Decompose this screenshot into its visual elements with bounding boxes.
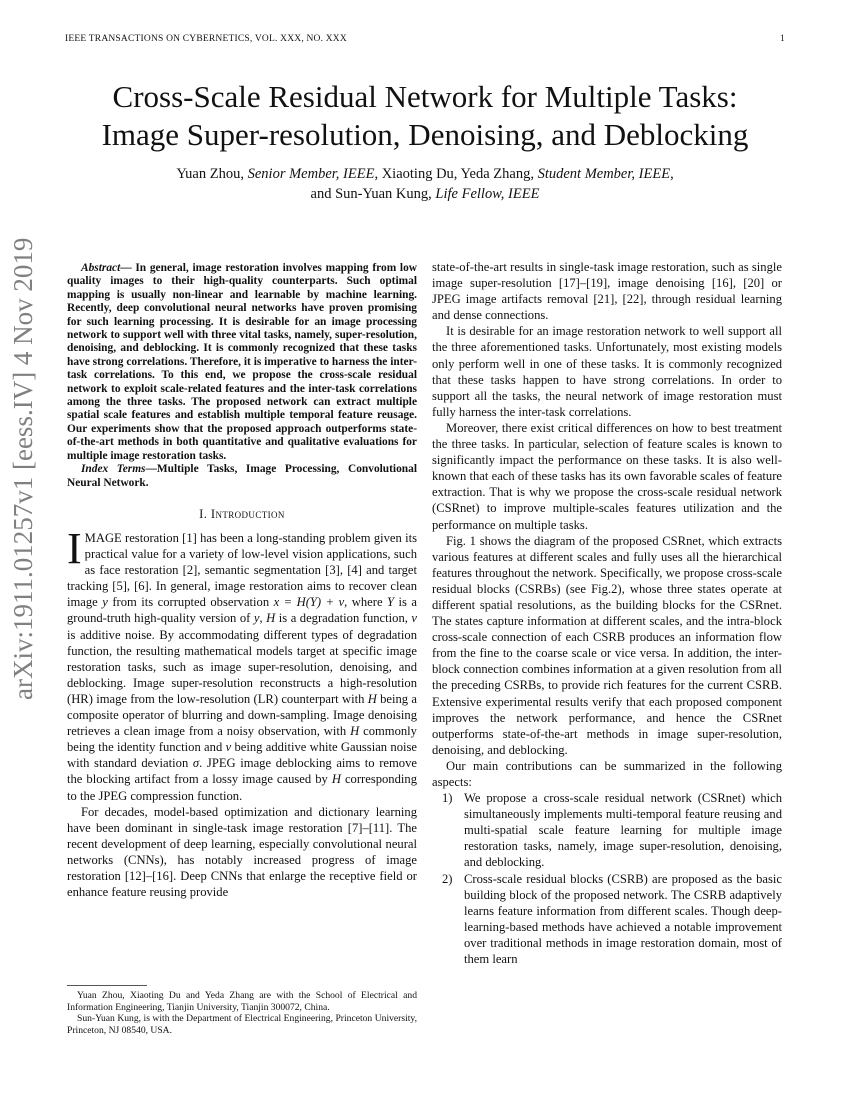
text-run: being additive white Gaussian noise with standard deviation <box>67 740 417 771</box>
text-run: is a ground-truth high-quality version of <box>67 595 417 626</box>
paragraph: Moreover, there exist critical differences on how to best treatment the three tasks. In particular, selection of feature scales is known to significantly impact the performance on these tasks. It is also well-known that each of these tasks has its own favorable scales of feature extraction. That is why we propose the cross-scale residual network (CSRnet) to improve multiple-scales features utilization and the performance on multiple tasks. <box>432 420 782 532</box>
title-line-1: Cross-Scale Residual Network for Multiple Tasks: <box>112 79 738 114</box>
math-var: σ <box>192 756 200 771</box>
drop-cap: I <box>67 524 82 573</box>
left-column <box>67 262 417 900</box>
author-list <box>40 164 810 204</box>
abstract-label: Abstract <box>81 262 121 274</box>
index-terms-label: Index Terms <box>81 463 146 476</box>
list-text: Cross-scale residual blocks (CSRB) are proposed as the basic building block of the proposed network. The CSRB adaptively learns feature information from different scales. Though deep-learning-based methods have achieved a notable improvement over traditional methods in image restoration domain, most of them learn <box>464 871 782 967</box>
list-text: We propose a cross-scale residual network (CSRnet) which simultaneously implements multi-temporal feature reusing and multi-spatial scale feature learning for multiple image restoration tasks, namely, image super-resolution, denoising, and deblocking. <box>464 791 782 870</box>
paragraph: state-of-the-art results in single-task image restoration, such as single image super-resolution [17]–[19], image denoising [16], [20] or JPEG image artifacts removal [21], [22], through residual learning and dense connections. <box>432 260 782 323</box>
author-role: Student Member, IEEE <box>537 166 671 182</box>
paragraph: Fig. 1 shows the diagram of the proposed CSRnet, which extracts various features at different scales and fully uses all the hierarchical features throughout the network. Specifically, we propose cross-scale residual blocks (CSRBs) (see Fig.2), whose three states operate at different spatial resolutions, as the building blocks for the CSRnet. The states capture information at different scales, and the intra-block cross-scale connection of each CSRB produces an information flow from the fine to the coarse scale or vice versa. In addition, the inter-block connection combines information at a given resolution from all the preceding CSRBs, to provide rich features for the current CSRB. Extensive experimental results verify that each proposed component improves the network performance, and hence the CSRnet outperforms state-of-the-art methods in image super-resolution, denoising, and deblocking. <box>432 533 782 757</box>
arxiv-stamp: arXiv:1911.01257v1 [eess.IV] 4 Nov 2019 <box>8 237 38 700</box>
index-terms <box>67 463 417 490</box>
text-run: is additive noise. By accommodating different types of degradation function, the resulting mathematical models target at specific image restoration tasks, such as image super-resolution, denoising, and deblocking. Image super-resolution reconstructs a high-resolution (HR) image from the low-resolution (LR) counterpart with <box>67 627 417 706</box>
footnote: Yuan Zhou, Xiaoting Du and Yeda Zhang are with the School of Electrical and Information Engineering, Tianjin University, Tianjin 300072, China. <box>67 990 417 1013</box>
author-role: Senior Member, IEEE <box>247 166 375 182</box>
footnote: Sun-Yuan Kung, is with the Department of Electrical Engineering, Princeton University, Princeton, NJ 08540, USA. <box>67 1013 417 1036</box>
abstract-text: — In general, image restoration involves mapping from low quality images to their high-quality counterparts. Such optimal mapping is usually non-linear and learnable by machine learning. Recently, deep convolutional neural networks have proven promising for such learning processing. It is desirable for an image processing network to support well with three vital tasks, namely, super-resolution, denoising, and deblocking. It is commonly recognized that these tasks have strong correlations. Therefore, it is imperative to harness the inter-task correlations. To this end, we propose the cross-scale residual network to exploit scale-related features and the inter-task correlations among the three tasks. The proposed network can extract multiple spatial scale features and establish multiple temporal feature reusage. Our experiments show that the proposed approach outperforms state-of-the-art methods in both quantitative and qualitative evaluations for multiple image restoration tasks. <box>67 262 417 462</box>
paper-title <box>40 78 810 154</box>
text-run: , where <box>344 595 388 610</box>
math-var: Y <box>387 595 395 610</box>
index-terms-text: —Multiple Tasks, Image Processing, Convolutional Neural Network. <box>67 463 417 489</box>
text-run: commonly being the identity function and <box>67 724 417 755</box>
right-column <box>432 259 782 967</box>
section-title: Introduction <box>210 506 285 521</box>
author-role: Life Fellow, IEEE <box>435 186 540 202</box>
text-run: MAGE restoration [1] has been a long-standing problem given its practical value for a variety of low-level vision applications, such as face restoration [2], semantic segmentation [3], [4] and target tracking [5], [6]. In general, image restoration aims to recover clean image <box>67 531 417 610</box>
math-var: H <box>266 611 276 626</box>
author-line-2 <box>40 184 810 204</box>
text-run: , <box>259 611 267 626</box>
author-name: Yuan Zhou, <box>176 166 248 182</box>
list-number: 1) <box>442 791 453 806</box>
author-name: , Xiaoting Du, Yeda Zhang, <box>374 166 538 182</box>
intro-paragraph-1 <box>67 524 417 804</box>
list-item <box>432 871 782 968</box>
math-var: H <box>367 691 377 706</box>
math-var: y <box>102 595 108 610</box>
abstract <box>67 262 417 463</box>
text-run: is a degradation function, <box>275 611 412 626</box>
section-heading <box>67 506 417 522</box>
paragraph: Our main contributions can be summarized in the following aspects: <box>432 758 782 789</box>
author-line-1 <box>40 164 810 184</box>
intro-paragraph-2: For decades, model-based optimization and dictionary learning have been dominant in single-task image restoration [7]–[11]. The recent development of deep learning, especially convolutional neural networks (CNNs), has notably increased progress of image restoration [12]–[16]. Deep CNNs that enlarge the receptive field or enhance feature reusing provide <box>67 804 417 900</box>
math-var: H <box>350 724 360 739</box>
math-var: v <box>225 740 232 755</box>
journal-name: IEEE TRANSACTIONS ON CYBERNETICS, VOL. XXX, NO. XXX <box>65 34 347 44</box>
running-header <box>65 34 785 48</box>
math-equation: x = H(Y) + v <box>273 595 345 610</box>
paragraph: It is desirable for an image restoration network to well support all the three aforementioned tasks. Unfortunately, most existing models only perform well in one of these tasks. It is commonly recognized that these tasks happen to have strong correlations. In order to support all the tasks, the neural network of image restoration must fully harness the inter-task correlations. <box>432 324 782 419</box>
footnotes <box>67 990 417 1036</box>
title-line-2: Image Super-resolution, Denoising, and Deblocking <box>101 117 749 152</box>
math-var: H <box>331 772 341 787</box>
text-run: being a composite operator of blurring and down-sampling. Image denoising retrieves a clean image from a noisy observation, with <box>67 691 417 739</box>
text-run: . JPEG image deblocking aims to remove the blocking artifact from a lossy image caused by <box>67 756 417 787</box>
page-number: 1 <box>780 34 785 44</box>
list-number: 2) <box>442 871 453 886</box>
author-sep: , <box>670 166 674 182</box>
math-var: v <box>411 611 417 626</box>
author-name: and Sun-Yuan Kung, <box>310 186 436 202</box>
text-run: corresponding to the JPEG compression function. <box>67 772 417 803</box>
section-numeral: I. <box>199 506 211 521</box>
text-run: from its corrupted observation <box>107 595 274 610</box>
list-item <box>432 790 782 870</box>
contributions-list <box>432 790 782 967</box>
footnote-rule <box>67 985 147 986</box>
math-var: y <box>253 611 260 626</box>
